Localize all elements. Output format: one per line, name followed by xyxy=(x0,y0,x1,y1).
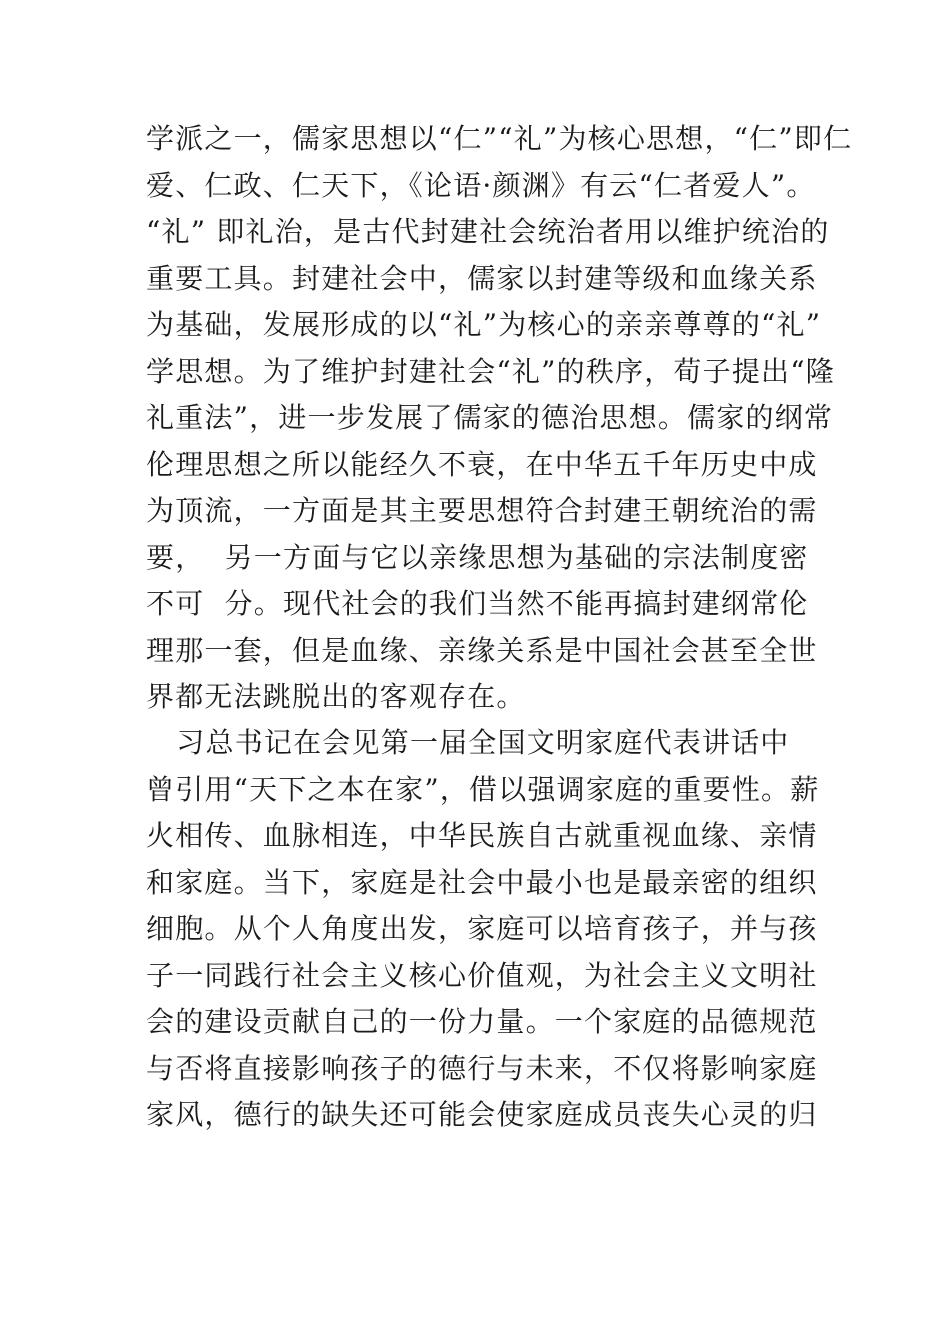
paragraph-line: 和家庭。当下，家庭是社会中最小也是最亲密的组织 xyxy=(146,865,818,899)
paragraph-line: 爱、仁政、仁天下，《论语·颜渊》有云“仁者爱人”。 xyxy=(146,168,816,202)
paragraph-line: 界都无法跳脱出的客观存在。 xyxy=(146,680,526,713)
paragraph-line: 火相传、血脉相连，中华民族自古就重视血缘、亲情 xyxy=(146,819,818,852)
paragraph-line: 要， 另一方面与它以亲缘思想为基础的宗法制度密 xyxy=(146,540,809,574)
paragraph-1 xyxy=(146,116,853,721)
paragraph-line: 家风，德行的缺失还可能会使家庭成员丧失心灵的归 xyxy=(146,1098,818,1131)
paragraph-line: 学思想。为了维护封建社会“礼”的秩序，荀子提出“隆 xyxy=(146,354,835,388)
paragraph-line: 理那一套，但是血缘、亲缘关系是中国社会甚至全世 xyxy=(146,633,818,667)
paragraph-line: 重要工具。封建社会中，儒家以封建等级和血缘关系 xyxy=(146,261,818,295)
paragraph-line: “礼” 即礼治，是古代封建社会统治者用以维护统治的 xyxy=(146,215,830,248)
paragraph-line: 与否将直接影响孩子的德行与未来，不仅将影响家庭 xyxy=(146,1051,818,1085)
paragraph-line: 不可 分。现代社会的我们当然不能再搞封建纲常伦 xyxy=(146,587,809,620)
paragraph-line: 礼重法”，进一步发展了儒家的德治思想。儒家的纲常 xyxy=(146,401,834,434)
paragraph-line: 伦理思想之所以能经久不衰，在中华五千年历史中成 xyxy=(146,447,818,481)
paragraph-line: 为基础，发展形成的以“礼”为核心的亲亲尊尊的“礼” xyxy=(146,308,822,341)
paragraph-line: 为顶流，一方面是其主要思想符合封建王朝统治的需 xyxy=(146,494,818,527)
paragraph-line: 细胞。从个人角度出发，家庭可以培育孩子，并与孩 xyxy=(146,912,818,945)
paragraph-2 xyxy=(146,720,826,1139)
paragraph-line: 会的建设贡献自己的一份力量。一个家庭的品德规范 xyxy=(146,1005,818,1038)
paragraph-line: 习总书记在会见第一届全国文明家庭代表讲话中 xyxy=(146,726,790,759)
paragraph-line: 曾引用“天下之本在家”，借以强调家庭的重要性。薪 xyxy=(146,772,820,806)
paragraph-line: 学派之一，儒家思想以“仁”“礼”为核心思想，“仁”即仁 xyxy=(146,122,853,155)
paragraph-line: 子一同践行社会主义核心价值观，为社会主义文明社 xyxy=(146,958,818,992)
